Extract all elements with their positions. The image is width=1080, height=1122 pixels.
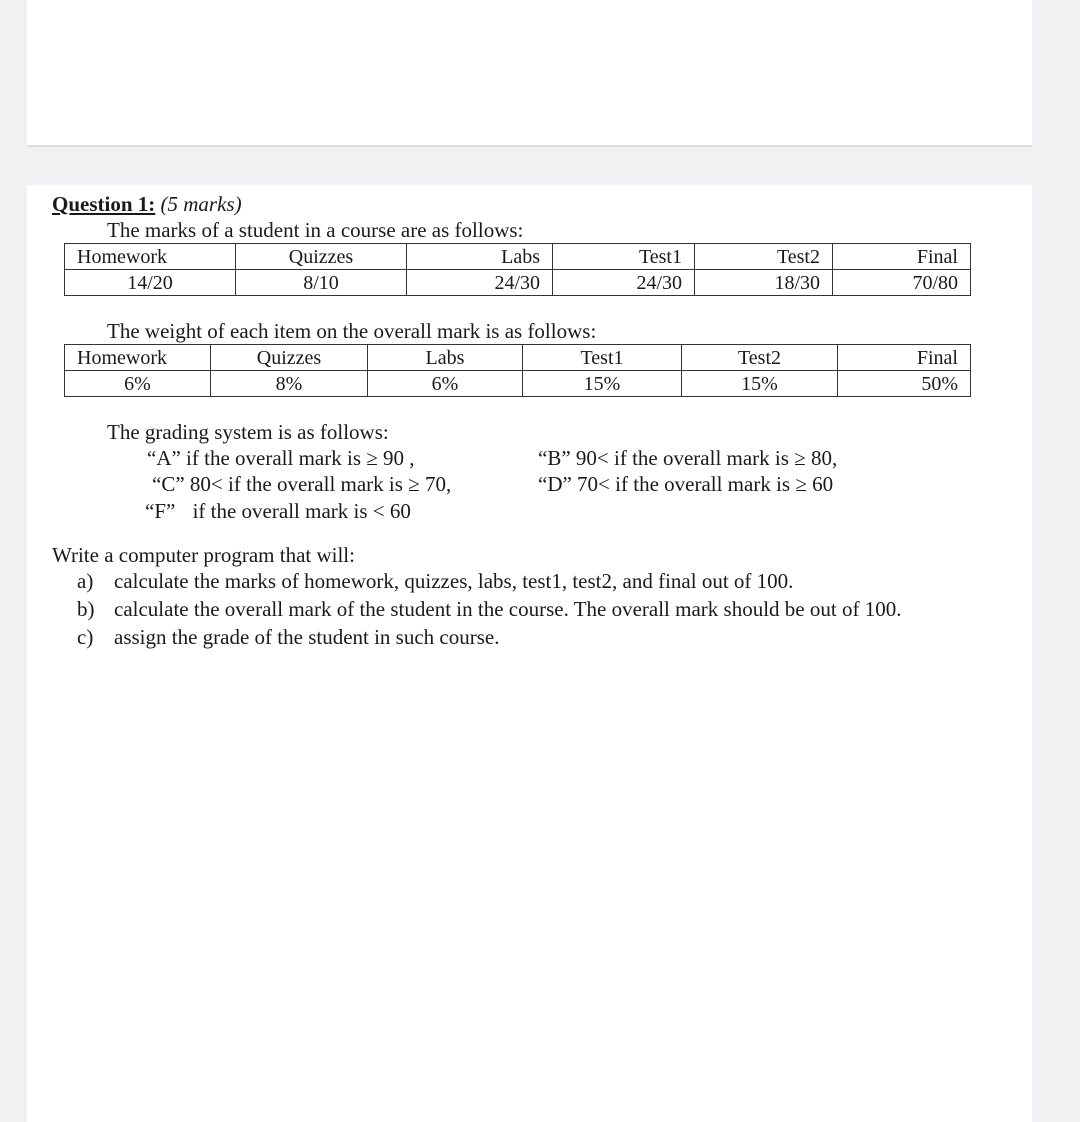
marks-header-cell: Test1 <box>553 244 695 270</box>
grading-intro: The grading system is as follows: <box>107 420 389 444</box>
task-item-marker: b) <box>77 597 95 621</box>
weights-value-row <box>65 371 971 397</box>
marks-header-row <box>65 244 971 270</box>
previous-page-area <box>27 0 1032 145</box>
weights-value-cell: 8% <box>211 371 368 397</box>
grade-a-rule: “A” if the overall mark is ≥ 90 , <box>147 446 415 470</box>
task-intro: Write a computer program that will: <box>52 543 355 567</box>
grade-b-rule: “B” 90< if the overall mark is ≥ 80, <box>538 446 838 470</box>
marks-value-cell: 24/30 <box>407 270 553 296</box>
grade-f-label: “F” <box>145 499 176 523</box>
task-item-c <box>77 624 987 650</box>
task-item-text: calculate the overall mark of the student in the course. The overall mark should be out of 100. <box>114 597 902 621</box>
task-item-marker: c) <box>77 625 94 649</box>
page-separator <box>27 145 1032 187</box>
weights-header-cell: Test2 <box>682 345 838 371</box>
question-title: Question 1: <box>52 192 156 216</box>
marks-header-cell: Quizzes <box>236 244 407 270</box>
question-marks: (5 marks) <box>160 192 242 216</box>
weights-intro: The weight of each item on the overall mark is as follows: <box>107 319 597 343</box>
task-item-text: calculate the marks of homework, quizzes, labs, test1, test2, and final out of 100. <box>114 569 794 593</box>
weights-value-cell: 6% <box>65 371 211 397</box>
task-item-b <box>77 596 987 622</box>
marks-header-cell: Labs <box>407 244 553 270</box>
task-item-text: assign the grade of the student in such course. <box>114 625 500 649</box>
grade-c-rule: “C” 80< if the overall mark is ≥ 70, <box>152 472 452 496</box>
question-intro: The marks of a student in a course are as follows: <box>107 218 524 242</box>
weights-header-row <box>65 345 971 371</box>
marks-header-cell: Homework <box>65 244 236 270</box>
weights-value-cell: 6% <box>368 371 523 397</box>
weights-header-cell: Test1 <box>523 345 682 371</box>
weights-header-cell: Quizzes <box>211 345 368 371</box>
marks-header-cell: Test2 <box>695 244 833 270</box>
weights-value-cell: 15% <box>523 371 682 397</box>
marks-value-cell: 70/80 <box>833 270 971 296</box>
task-item-a <box>77 568 987 594</box>
weights-value-cell: 50% <box>838 371 971 397</box>
marks-value-cell: 24/30 <box>553 270 695 296</box>
marks-value-row <box>65 270 971 296</box>
weights-header-cell: Labs <box>368 345 523 371</box>
marks-value-cell: 8/10 <box>236 270 407 296</box>
grade-f-text: if the overall mark is < 60 <box>192 499 411 523</box>
marks-table <box>64 243 971 296</box>
grade-f-rule <box>145 499 411 523</box>
weights-header-cell: Homework <box>65 345 211 371</box>
task-list <box>77 568 987 652</box>
marks-value-cell: 18/30 <box>695 270 833 296</box>
marks-value-cell: 14/20 <box>65 270 236 296</box>
weights-header-cell: Final <box>838 345 971 371</box>
marks-header-cell: Final <box>833 244 971 270</box>
question-heading <box>52 192 242 216</box>
weights-table <box>64 344 971 397</box>
grade-d-rule: “D” 70< if the overall mark is ≥ 60 <box>538 472 834 496</box>
weights-value-cell: 15% <box>682 371 838 397</box>
task-item-marker: a) <box>77 569 94 593</box>
